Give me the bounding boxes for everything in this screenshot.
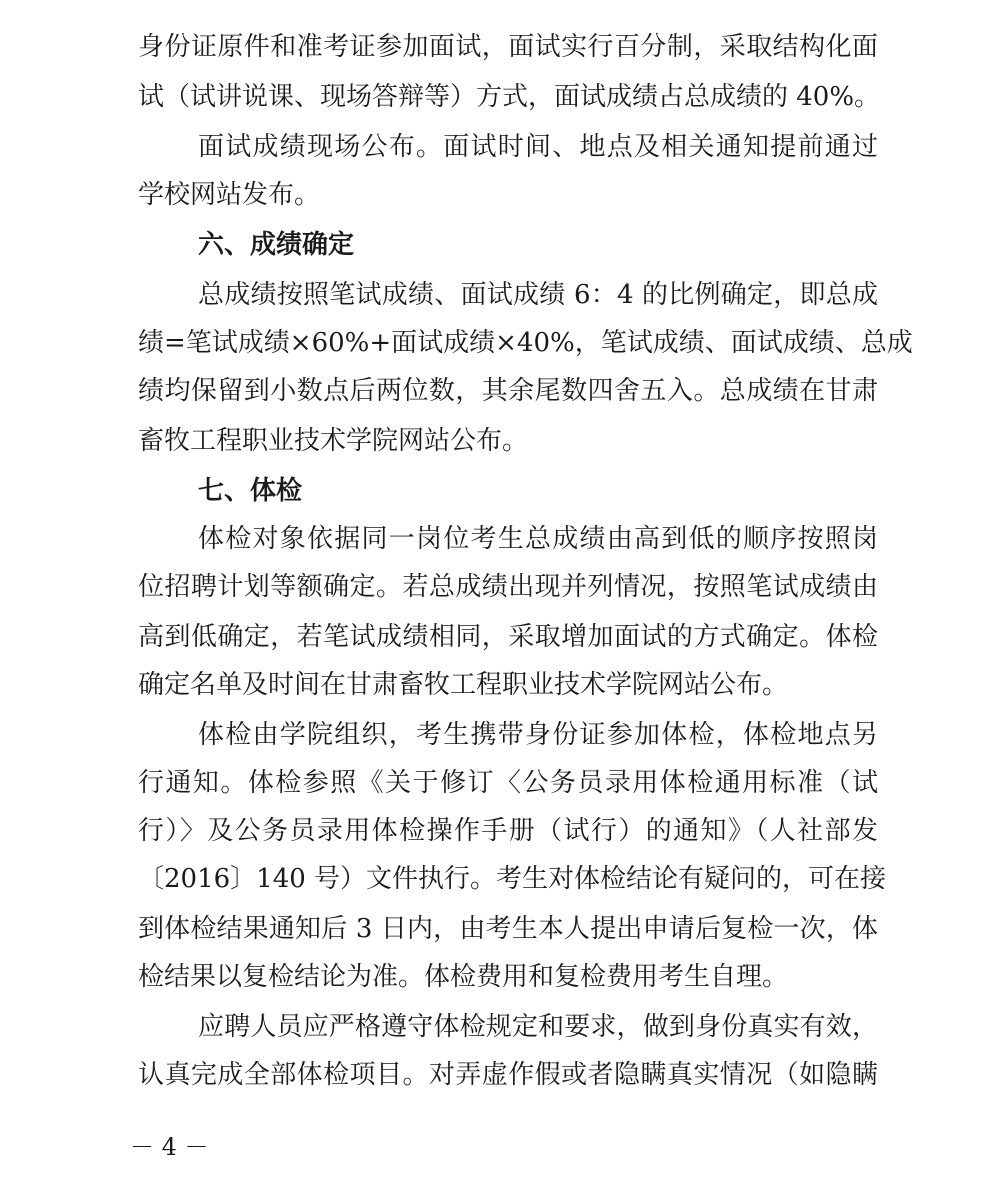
body-line: 位招聘计划等额确定。若总成绩出现并列情况，按照笔试成绩由 <box>138 572 878 602</box>
body-line: 体检由学院组织，考生携带身份证参加体检，体检地点另 <box>198 720 878 750</box>
body-line: 总成绩按照笔试成绩、面试成绩 6：4 的比例确定，即总成 <box>198 280 878 310</box>
body-line: 绩=笔试成绩×60%+面试成绩×40%，笔试成绩、面试成绩、总成 <box>138 328 913 358</box>
body-line: 体检对象依据同一岗位考生总成绩由高到低的顺序按照岗 <box>198 524 878 554</box>
body-line: 高到低确定，若笔试成绩相同，采取增加面试的方式确定。体检 <box>138 622 878 652</box>
section-heading-medical: 七、体检 <box>198 476 303 506</box>
body-line: 〔2016〕140 号）文件执行。考生对体检结论有疑问的，可在接 <box>138 864 887 894</box>
body-line: 身份证原件和准考证参加面试，面试实行百分制，采取结构化面 <box>138 32 878 62</box>
section-heading-scores: 六、成绩确定 <box>198 230 355 260</box>
body-line: 认真完成全部体检项目。对弄虚作假或者隐瞒真实情况（如隐瞒 <box>138 1060 878 1090</box>
body-line: 行通知。体检参照《关于修订〈公务员录用体检通用标准（试 <box>138 768 878 798</box>
body-line: 到体检结果通知后 3 日内，由考生本人提出申请后复检一次，体 <box>138 914 878 944</box>
body-line: 检结果以复检结论为准。体检费用和复检费用考生自理。 <box>138 962 789 992</box>
body-line: 应聘人员应严格遵守体检规定和要求，做到身份真实有效， <box>198 1012 878 1042</box>
body-line: 绩均保留到小数点后两位数，其余尾数四舍五入。总成绩在甘肃 <box>138 376 878 406</box>
body-line: 学校网站发布。 <box>138 180 321 210</box>
body-line: 试（试讲说课、现场答辩等）方式，面试成绩占总成绩的 40%。 <box>138 82 881 112</box>
body-line: 面试成绩现场公布。面试时间、地点及相关通知提前通过 <box>198 132 878 162</box>
body-line: 畜牧工程职业技术学院网站公布。 <box>138 426 529 456</box>
body-line: 确定名单及时间在甘肃畜牧工程职业技术学院网站公布。 <box>138 670 789 700</box>
body-line: 行）〉及公务员录用体检操作手册（试行）的通知》（人社部发 <box>138 816 878 846</box>
page-number: － 4 － <box>130 1133 209 1161</box>
